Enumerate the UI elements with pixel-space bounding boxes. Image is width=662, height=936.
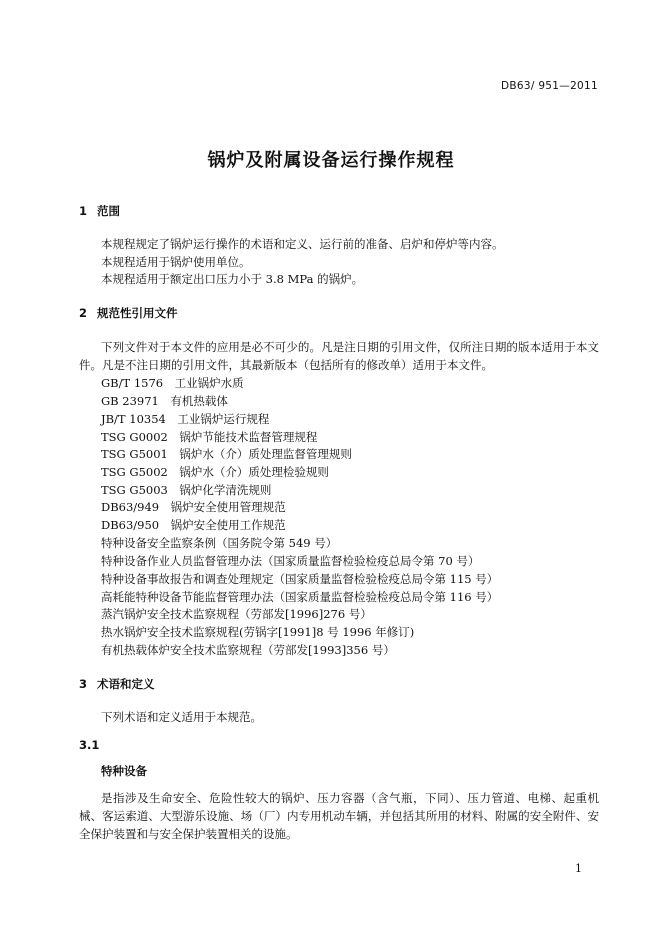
section-title: 术语和定义 — [97, 677, 155, 691]
document-code: DB63/ 951—2011 — [501, 80, 598, 92]
terms-intro: 下列术语和定义适用于本规范。 — [101, 710, 262, 724]
scope-line-1: 本规程规定了锅炉运行操作的术语和定义、运行前的准备、启炉和停炉等内容。 — [101, 237, 504, 251]
section-number: 2 — [79, 306, 88, 320]
reference-item: 有机热载体炉安全技术监察规程（劳部发[1993]356 号） — [101, 643, 395, 657]
reference-item: TSG G5002 锅炉水（介）质处理检验规则 — [101, 465, 329, 479]
section-number: 1 — [79, 204, 88, 218]
references-intro: 下列文件对于本文件的应用是必不可少的。凡是注日期的引用文件，仅所注日期的版本适用于本文件。凡是不注日期的引用文件，其最新版本（包括所有的修改单）适用于本文件。 — [79, 340, 599, 372]
reference-item: JB/T 10354 工业锅炉运行规程 — [101, 412, 270, 426]
section-1-heading — [79, 203, 120, 219]
reference-item: TSG G0002 锅炉节能技术监督管理规程 — [101, 430, 318, 444]
reference-item: 热水锅炉安全技术监察规程(劳锅字[1991]8 号 1996 年修订) — [101, 625, 415, 639]
term-title: 特种设备 — [101, 764, 147, 778]
section-title: 范围 — [97, 204, 120, 218]
section-2-heading — [79, 305, 178, 321]
section-title: 规范性引用文件 — [97, 306, 178, 320]
scope-line-3: 本规程适用于额定出口压力小于 3.8 MPa 的锅炉。 — [101, 272, 364, 286]
reference-item: 高耗能特种设备节能监督管理办法（国家质量监督检验检疫总局令第 116 号） — [101, 590, 499, 604]
reference-item: GB/T 1576 工业锅炉水质 — [101, 376, 244, 390]
scope-line-2: 本规程适用于锅炉使用单位。 — [101, 255, 251, 269]
term-definition: 是指涉及生命安全、危险性较大的锅炉、压力容器（含气瓶，下同）、压力管道、电梯、起重机械、客运索道、大型游乐设施、场（厂）内专用机动车辆，并包括其所用的材料、附属的安全附件、安全保护装置和与安全保护装置相关的设施。 — [79, 791, 599, 841]
reference-item: 特种设备安全监察条例（国务院令第 549 号） — [101, 536, 338, 550]
reference-item: 特种设备事故报告和调查处理规定（国家质量监督检验检疫总局令第 115 号） — [101, 572, 499, 586]
page-number: 1 — [575, 862, 582, 875]
subsection-number: 3.1 — [79, 738, 100, 752]
reference-item: GB 23971 有机热载体 — [101, 394, 228, 408]
reference-item: TSG G5001 锅炉水（介）质处理监督管理规则 — [101, 447, 352, 461]
section-3-heading — [79, 676, 155, 692]
section-number: 3 — [79, 677, 88, 691]
reference-item: 蒸汽锅炉安全技术监察规程（劳部发[1996]276 号） — [101, 607, 372, 621]
page-title: 锅炉及附属设备运行操作规程 — [207, 150, 455, 171]
reference-item: DB63/949 锅炉安全使用管理规范 — [101, 500, 286, 514]
reference-item: TSG G5003 锅炉化学清洗规则 — [101, 483, 272, 497]
reference-item: 特种设备作业人员监督管理办法（国家质量监督检验检疫总局令第 70 号） — [101, 554, 480, 568]
reference-item: DB63/950 锅炉安全使用工作规范 — [101, 518, 286, 532]
